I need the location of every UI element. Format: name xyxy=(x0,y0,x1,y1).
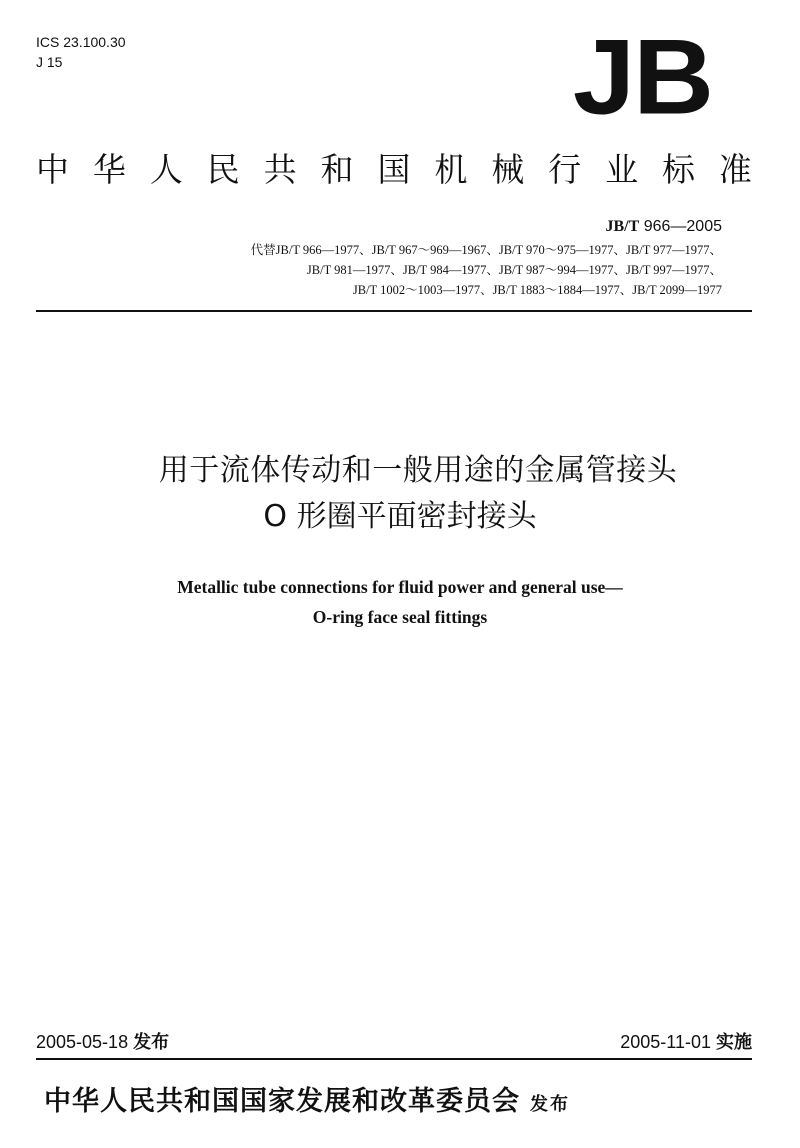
org-title-char: 民 xyxy=(206,150,240,189)
standard-number xyxy=(605,217,722,237)
standard-number-prefix: JB/T xyxy=(605,218,640,235)
org-title-char: 国 xyxy=(377,150,411,189)
org-title xyxy=(36,148,752,192)
jb-logo: JB xyxy=(572,17,712,137)
org-title-char: 和 xyxy=(320,150,354,189)
org-title-char: 共 xyxy=(263,150,297,189)
replaces-list xyxy=(251,240,722,300)
english-title-line2: O-ring face seal fittings xyxy=(312,607,488,627)
chinese-title-line1: 用于流体传动和一般用途的金属管接头 xyxy=(158,453,678,488)
implement-date-block xyxy=(620,1030,752,1055)
issue-date-block xyxy=(36,1030,169,1055)
org-title-char: 械 xyxy=(491,150,525,189)
replaces-line: 代替JB/T 966—1977、JB/T 967～969—1967、JB/T 970～975—1977、JB/T 977—1977、 xyxy=(250,243,722,257)
issue-label: 发布 xyxy=(133,1032,170,1053)
org-title-char: 人 xyxy=(149,150,183,189)
implement-date: 2005-11-01 xyxy=(620,1032,711,1052)
class-code: J 15 xyxy=(36,54,63,70)
english-title xyxy=(0,572,800,632)
replaces-line: JB/T 1002～1003—1977、JB/T 1883～1884—1977、JB/T 2099—1977 xyxy=(352,283,722,297)
bottom-divider xyxy=(36,1058,752,1060)
standard-number-value: 966—2005 xyxy=(643,218,722,235)
classification-codes xyxy=(36,32,126,72)
org-title-char: 业 xyxy=(605,150,639,189)
org-title-char: 行 xyxy=(548,150,582,189)
issuer xyxy=(44,1084,570,1123)
org-title-char: 中 xyxy=(36,150,69,189)
replaces-line: JB/T 981—1977、JB/T 984—1977、JB/T 987～994—1977、JB/T 997—1977、 xyxy=(306,263,722,277)
org-title-char: 华 xyxy=(92,150,126,189)
org-title-char: 标 xyxy=(661,150,695,189)
org-title-char: 机 xyxy=(434,150,468,189)
implement-label: 实施 xyxy=(716,1032,752,1053)
chinese-title-line2: O 形圈平面密封接头 xyxy=(263,499,537,534)
org-title-char: 准 xyxy=(718,150,752,189)
issuer-action: 发布 xyxy=(530,1094,570,1115)
top-divider xyxy=(36,310,752,312)
issue-date: 2005-05-18 xyxy=(36,1032,129,1052)
date-row xyxy=(36,1030,752,1055)
ics-code: ICS 23.100.30 xyxy=(36,34,126,50)
chinese-title xyxy=(0,448,800,540)
english-title-line1: Metallic tube connections for fluid power and general use— xyxy=(177,577,623,597)
issuer-name: 中华人民共和国国家发展和改革委员会 xyxy=(44,1086,520,1117)
